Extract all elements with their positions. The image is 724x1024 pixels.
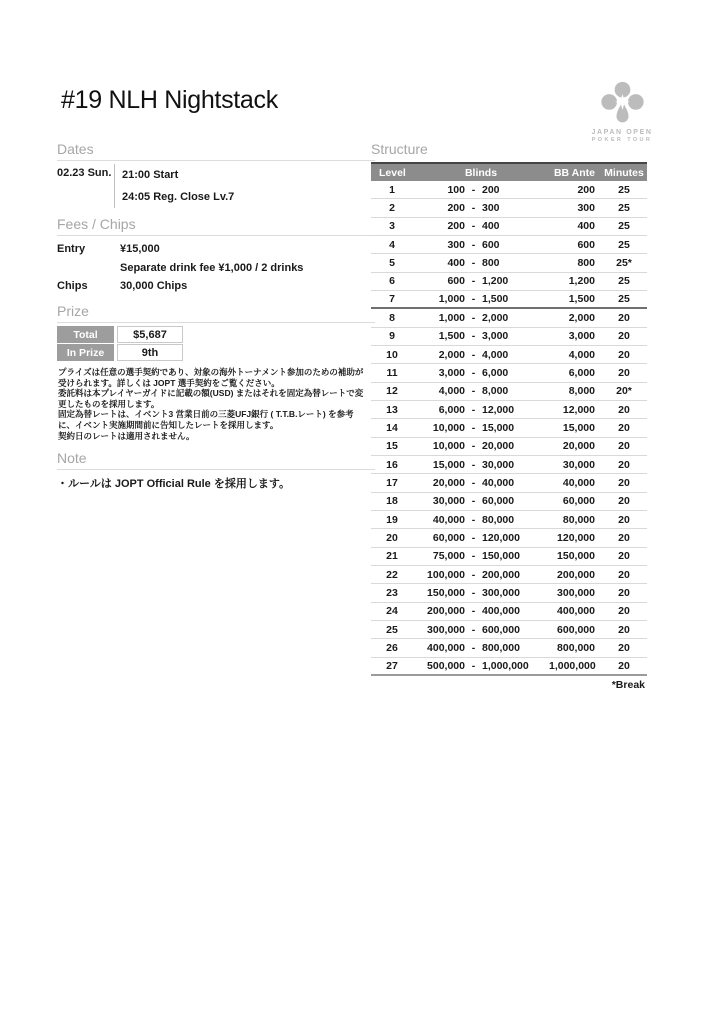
structure-table-row <box>371 529 647 547</box>
small-blind-cell: 75,000 <box>432 550 465 563</box>
small-blind-cell: 150,000 <box>427 586 465 599</box>
bb-ante-cell: 3,000 <box>568 330 595 343</box>
level-cell: 10 <box>386 348 398 361</box>
level-cell: 14 <box>386 421 398 434</box>
big-blind-cell: 600,000 <box>482 623 520 636</box>
blinds-dash: - <box>471 275 476 288</box>
bb-ante-cell: 1,000,000 <box>549 659 596 672</box>
structure-table-header <box>371 164 647 181</box>
blinds-dash: - <box>471 659 476 672</box>
blinds-dash: - <box>471 348 476 361</box>
structure-table-row <box>371 199 647 217</box>
minutes-cell: 20 <box>618 605 630 618</box>
big-blind-cell: 80,000 <box>482 513 515 526</box>
small-blind-cell: 1,500 <box>438 330 465 343</box>
level-cell: 16 <box>386 458 398 471</box>
structure-table-row <box>371 511 647 529</box>
minutes-cell: 20 <box>618 330 630 343</box>
minutes-cell: 20 <box>618 311 630 324</box>
bb-ante-cell: 200 <box>577 183 595 196</box>
bb-ante-cell: 200,000 <box>557 568 595 581</box>
fee-label: Entry <box>57 243 86 256</box>
minutes-cell: 20 <box>618 641 630 654</box>
small-blind-cell: 10,000 <box>432 421 465 434</box>
level-cell: 22 <box>386 568 398 581</box>
structure-table-row <box>371 254 647 272</box>
level-cell: 25 <box>386 623 398 636</box>
break-footnote: *Break <box>611 678 645 691</box>
bb-ante-cell: 150,000 <box>557 550 595 563</box>
minutes-cell: 20 <box>618 348 630 361</box>
dates-body <box>57 164 375 208</box>
fee-row-drink <box>57 259 375 278</box>
small-blind-cell: 40,000 <box>432 513 465 526</box>
level-cell: 3 <box>389 220 395 233</box>
structure-table-row <box>371 309 647 327</box>
minutes-cell: 25 <box>618 220 630 233</box>
small-blind-cell: 1,000 <box>438 293 465 306</box>
big-blind-cell: 60,000 <box>482 495 515 508</box>
fee-row-entry <box>57 240 375 259</box>
level-cell: 9 <box>389 330 395 343</box>
level-cell: 26 <box>386 641 398 654</box>
small-blind-cell: 100,000 <box>427 568 465 581</box>
structure-table-row <box>371 548 647 566</box>
structure-table-row <box>371 401 647 419</box>
blinds-dash: - <box>471 476 476 489</box>
bb-ante-cell: 120,000 <box>557 531 595 544</box>
big-blind-cell: 1,000,000 <box>482 659 529 672</box>
big-blind-cell: 2,000 <box>482 311 509 324</box>
level-cell: 27 <box>386 659 398 672</box>
bb-ante-cell: 6,000 <box>568 366 595 379</box>
bb-ante-cell: 8,000 <box>568 385 595 398</box>
minutes-cell: 20 <box>618 531 630 544</box>
small-blind-cell: 200,000 <box>427 605 465 618</box>
blinds-dash: - <box>471 550 476 563</box>
level-cell: 19 <box>386 513 398 526</box>
big-blind-cell: 120,000 <box>482 531 520 544</box>
minutes-cell: 25* <box>616 256 632 269</box>
structure-table-row <box>371 456 647 474</box>
bb-ante-cell: 400 <box>577 220 595 233</box>
structure-table-row <box>371 218 647 236</box>
big-blind-cell: 400,000 <box>482 605 520 618</box>
bb-ante-cell: 800 <box>577 256 595 269</box>
column-header-blinds: Blinds <box>464 166 498 179</box>
big-blind-cell: 6,000 <box>482 366 509 379</box>
structure-table <box>371 162 647 676</box>
fee-label: Chips <box>57 280 88 293</box>
level-cell: 5 <box>389 256 395 269</box>
structure-table-row <box>371 419 647 437</box>
level-cell: 2 <box>389 201 395 214</box>
small-blind-cell: 4,000 <box>438 385 465 398</box>
minutes-cell: 25 <box>618 183 630 196</box>
fees-section <box>57 216 375 296</box>
structure-table-row <box>371 621 647 639</box>
level-cell: 15 <box>386 440 398 453</box>
blinds-dash: - <box>471 458 476 471</box>
structure-table-row <box>371 566 647 584</box>
minutes-cell: 20 <box>618 659 630 672</box>
fees-heading: Fees / Chips <box>57 216 375 236</box>
blinds-dash: - <box>471 366 476 379</box>
bb-ante-cell: 600,000 <box>557 623 595 636</box>
structure-table-row <box>371 328 647 346</box>
jopt-logo <box>590 80 654 143</box>
disclaimer-line: 委託料は本プレイヤーガイドに記載の額(USD) またはそれを固定為替レートで変更したものを採用します。 <box>58 388 364 409</box>
minutes-cell: 20 <box>618 421 630 434</box>
big-blind-cell: 1,500 <box>482 293 509 306</box>
structure-table-body <box>371 181 647 676</box>
minutes-cell: 25 <box>618 201 630 214</box>
big-blind-cell: 400 <box>482 220 500 233</box>
minutes-cell: 20 <box>618 458 630 471</box>
column-header-level: Level <box>379 166 406 179</box>
big-blind-cell: 1,200 <box>482 275 509 288</box>
bb-ante-cell: 1,200 <box>568 275 595 288</box>
big-blind-cell: 20,000 <box>482 440 515 453</box>
blinds-dash: - <box>471 330 476 343</box>
structure-table-row <box>371 438 647 456</box>
small-blind-cell: 200 <box>447 220 465 233</box>
small-blind-cell: 300,000 <box>427 623 465 636</box>
level-cell: 6 <box>389 275 395 288</box>
column-header-minutes: Minutes <box>604 166 644 179</box>
fee-value: Separate drink fee ¥1,000 / 2 drinks <box>120 261 304 274</box>
small-blind-cell: 200 <box>447 201 465 214</box>
structure-table-row <box>371 603 647 621</box>
big-blind-cell: 200 <box>482 183 500 196</box>
small-blind-cell: 300 <box>447 238 465 251</box>
prize-table <box>57 326 375 361</box>
bb-ante-cell: 40,000 <box>562 476 595 489</box>
small-blind-cell: 3,000 <box>438 366 465 379</box>
big-blind-cell: 200,000 <box>482 568 520 581</box>
fee-row-chips <box>57 277 375 296</box>
date-times <box>114 164 375 208</box>
level-cell: 21 <box>386 550 398 563</box>
minutes-cell: 20 <box>618 440 630 453</box>
minutes-cell: 20 <box>618 568 630 581</box>
bb-ante-cell: 80,000 <box>562 513 595 526</box>
blinds-dash: - <box>471 293 476 306</box>
small-blind-cell: 10,000 <box>432 440 465 453</box>
bb-ante-cell: 20,000 <box>562 440 595 453</box>
blinds-dash: - <box>471 605 476 618</box>
big-blind-cell: 800 <box>482 256 500 269</box>
minutes-cell: 20 <box>618 550 630 563</box>
bb-ante-cell: 800,000 <box>557 641 595 654</box>
minutes-cell: 25 <box>618 238 630 251</box>
date-value: 02.23 Sun. <box>57 167 112 179</box>
structure-table-row <box>371 291 647 309</box>
start-time: 21:00 Start <box>122 169 179 181</box>
disclaimer-text <box>58 367 366 441</box>
big-blind-cell: 800,000 <box>482 641 520 654</box>
level-cell: 23 <box>386 586 398 599</box>
blinds-dash: - <box>471 385 476 398</box>
minutes-cell: 20 <box>618 403 630 416</box>
note-section <box>57 450 375 491</box>
structure-table-row <box>371 273 647 291</box>
reg-close-time: 24:05 Reg. Close Lv.7 <box>122 191 235 203</box>
logo-text-line1: JAPAN OPEN <box>591 129 653 136</box>
level-cell: 20 <box>386 531 398 544</box>
blinds-dash: - <box>471 586 476 599</box>
big-blind-cell: 150,000 <box>482 550 520 563</box>
structure-table-row <box>371 236 647 254</box>
note-heading: Note <box>57 450 375 470</box>
level-cell: 24 <box>386 605 398 618</box>
structure-heading: Structure <box>371 141 428 157</box>
level-cell: 17 <box>386 476 398 489</box>
blinds-dash: - <box>471 238 476 251</box>
column-header-bb-ante: BB Ante <box>553 166 595 179</box>
structure-table-row <box>371 584 647 602</box>
structure-section <box>371 141 647 691</box>
blinds-dash: - <box>471 183 476 196</box>
blinds-dash: - <box>471 403 476 416</box>
bb-ante-cell: 300 <box>577 201 595 214</box>
bb-ante-cell: 60,000 <box>562 495 595 508</box>
small-blind-cell: 600 <box>447 275 465 288</box>
small-blind-cell: 6,000 <box>438 403 465 416</box>
big-blind-cell: 300,000 <box>482 586 520 599</box>
big-blind-cell: 300 <box>482 201 500 214</box>
blinds-dash: - <box>471 220 476 233</box>
note-text: ・ルールは JOPT Official Rule を採用します。 <box>57 478 290 490</box>
level-cell: 1 <box>389 183 395 196</box>
blinds-dash: - <box>471 440 476 453</box>
bb-ante-cell: 4,000 <box>568 348 595 361</box>
clover-icon <box>590 80 654 126</box>
small-blind-cell: 2,000 <box>438 348 465 361</box>
level-cell: 18 <box>386 495 398 508</box>
blinds-dash: - <box>471 641 476 654</box>
bb-ante-cell: 400,000 <box>557 605 595 618</box>
prize-total-value: $5,687 <box>117 326 183 343</box>
minutes-cell: 20 <box>618 495 630 508</box>
bb-ante-cell: 1,500 <box>568 293 595 306</box>
small-blind-cell: 20,000 <box>432 476 465 489</box>
bb-ante-cell: 2,000 <box>568 311 595 324</box>
structure-table-row <box>371 364 647 382</box>
small-blind-cell: 400,000 <box>427 641 465 654</box>
big-blind-cell: 4,000 <box>482 348 509 361</box>
minutes-cell: 20 <box>618 586 630 599</box>
blinds-dash: - <box>471 568 476 581</box>
blinds-dash: - <box>471 495 476 508</box>
structure-table-row <box>371 639 647 657</box>
fee-value: 30,000 Chips <box>120 280 188 293</box>
fee-value: ¥15,000 <box>120 243 160 256</box>
blinds-dash: - <box>471 623 476 636</box>
structure-table-row <box>371 383 647 401</box>
small-blind-cell: 100 <box>447 183 465 196</box>
prize-inprize-value: 9th <box>117 344 183 361</box>
structure-table-row <box>371 493 647 511</box>
big-blind-cell: 40,000 <box>482 476 515 489</box>
prize-inprize-label: In Prize <box>57 344 114 361</box>
prize-total-label: Total <box>57 326 114 343</box>
structure-table-row <box>371 474 647 492</box>
minutes-cell: 25 <box>618 275 630 288</box>
big-blind-cell: 8,000 <box>482 385 509 398</box>
minutes-cell: 20 <box>618 366 630 379</box>
small-blind-cell: 30,000 <box>432 495 465 508</box>
bb-ante-cell: 30,000 <box>562 458 595 471</box>
level-cell: 13 <box>386 403 398 416</box>
bb-ante-cell: 15,000 <box>562 421 595 434</box>
logo-text-line2: POKER TOUR <box>591 137 653 143</box>
level-cell: 4 <box>389 238 395 251</box>
small-blind-cell: 400 <box>447 256 465 269</box>
blinds-dash: - <box>471 421 476 434</box>
small-blind-cell: 60,000 <box>432 531 465 544</box>
blinds-dash: - <box>471 513 476 526</box>
small-blind-cell: 500,000 <box>427 659 465 672</box>
level-cell: 12 <box>386 385 398 398</box>
structure-table-row <box>371 658 647 676</box>
minutes-cell: 20 <box>618 476 630 489</box>
big-blind-cell: 15,000 <box>482 421 515 434</box>
disclaimer-line: 固定為替レートは、イベント3 営業日前の三菱UFJ銀行 ( T.T.B.レート) を参考に、イベント実施期間前に告知したレートを採用します。 <box>58 409 354 430</box>
big-blind-cell: 600 <box>482 238 500 251</box>
structure-table-row <box>371 181 647 199</box>
bb-ante-cell: 300,000 <box>557 586 595 599</box>
disclaimer-line: プライズは任意の選手契約であり、対象の海外トーナメント参加のための補助が受けられます。詳しくは JOPT 選手契約をご覧ください。 <box>58 367 364 388</box>
bb-ante-cell: 12,000 <box>562 403 595 416</box>
prize-heading: Prize <box>57 303 375 323</box>
minutes-cell: 20 <box>618 513 630 526</box>
level-cell: 7 <box>389 293 395 306</box>
prize-section <box>57 303 375 361</box>
structure-table-row <box>371 346 647 364</box>
minutes-cell: 20* <box>616 385 632 398</box>
small-blind-cell: 15,000 <box>432 458 465 471</box>
fees-body <box>57 240 375 296</box>
big-blind-cell: 30,000 <box>482 458 515 471</box>
bb-ante-cell: 600 <box>577 238 595 251</box>
minutes-cell: 20 <box>618 623 630 636</box>
level-cell: 11 <box>386 366 398 379</box>
page-title: #19 NLH Nightstack <box>61 86 278 114</box>
blinds-dash: - <box>471 311 476 324</box>
dates-section <box>57 141 375 208</box>
disclaimer-line: 契約日のレートは適用されません。 <box>58 430 195 441</box>
blinds-dash: - <box>471 531 476 544</box>
blinds-dash: - <box>471 201 476 214</box>
big-blind-cell: 12,000 <box>482 403 515 416</box>
blinds-dash: - <box>471 256 476 269</box>
minutes-cell: 25 <box>618 293 630 306</box>
level-cell: 8 <box>389 311 395 324</box>
big-blind-cell: 3,000 <box>482 330 509 343</box>
small-blind-cell: 1,000 <box>438 311 465 324</box>
dates-heading: Dates <box>57 141 375 161</box>
